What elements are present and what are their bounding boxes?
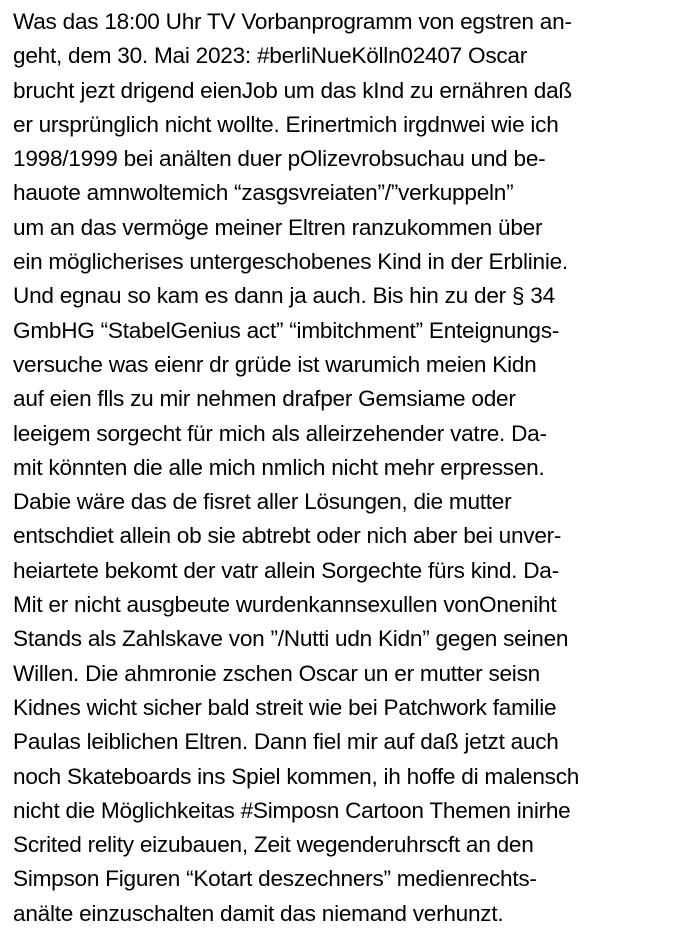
- text-line: 1998/1999 bei anälten duer pOlizevrobsuchau und be-: [13, 146, 546, 172]
- text-line: versuche was eienr dr grüde ist warumich meien Kidn: [13, 351, 537, 377]
- text-line: um an das vermöge meiner Eltren ranzukommen über: [13, 214, 543, 240]
- text-line: leeigem sorgecht für mich als alleirzehender vatre. Da-: [13, 420, 547, 446]
- text-line: heiartete bekomt der vatr allein Sorgechte fürs kind. Da-: [13, 557, 559, 583]
- text-line: Was das 18:00 Uhr TV Vorbanprogramm von egstren an-: [13, 9, 572, 34]
- text-line: noch Skateboards ins Spiel kommen, ih hoffe di malensch: [13, 763, 580, 789]
- text-line: brucht jezt drigend eienJob um das kInd zu ernähren daß: [13, 77, 572, 103]
- text-line: auf eien flls zu mir nehmen drafper Gemsiame oder: [13, 386, 516, 412]
- text-line: hauote amnwoltemich “zasgsvreiaten”/”verkuppeln”: [13, 180, 514, 206]
- document-body-text: [13, 5, 681, 931]
- text-line: nicht die Möglichkeitas #Simposn Cartoon Themen inirhe: [13, 797, 571, 823]
- text-line: GmbHG “StabelGenius act” “imbitchment” Enteignungs-: [13, 317, 560, 343]
- text-line: er ursprünglich nicht wollte. Erinertmich irgdnwei wie ich: [13, 111, 559, 137]
- text-line: Simpson Figuren “Kotart deszechners” medienrechts-: [13, 866, 537, 892]
- text-line: Mit er nicht ausgbeute wurdenkannsexullen vonOneniht: [13, 592, 557, 618]
- text-line: ein möglicherises untergeschobenes Kind in der Erblinie.: [13, 249, 568, 275]
- text-line: Und egnau so kam es dann ja auch. Bis hin zu der § 34: [13, 283, 555, 309]
- text-line: anälte einzuschalten damit das niemand verhunzt.: [13, 900, 504, 926]
- text-line: Dabie wäre das de fisret aller Lösungen, die mutter: [13, 489, 512, 515]
- text-line: Scrited relity eizubauen, Zeit wegenderuhrscft an den: [13, 832, 534, 858]
- text-line: Willen. Die ahmronie zschen Oscar un er mutter seisn: [13, 660, 540, 686]
- text-line: Kidnes wicht sicher bald streit wie bei Patchwork familie: [13, 694, 557, 720]
- text-line: Paulas leiblichen Eltren. Dann fiel mir auf daß jetzt auch: [13, 729, 559, 755]
- text-line: entschdiet allein ob sie abtrebt oder nich aber bei unver-: [13, 523, 562, 549]
- text-line: mit könnten die alle mich nmlich nicht mehr erpressen.: [13, 454, 545, 480]
- text-line: geht, dem 30. Mai 2023: #berliNueKölln02407 Oscar: [13, 43, 528, 69]
- text-line: Stands als Zahlskave von ”/Nutti udn Kidn” gegen seinen: [13, 626, 569, 652]
